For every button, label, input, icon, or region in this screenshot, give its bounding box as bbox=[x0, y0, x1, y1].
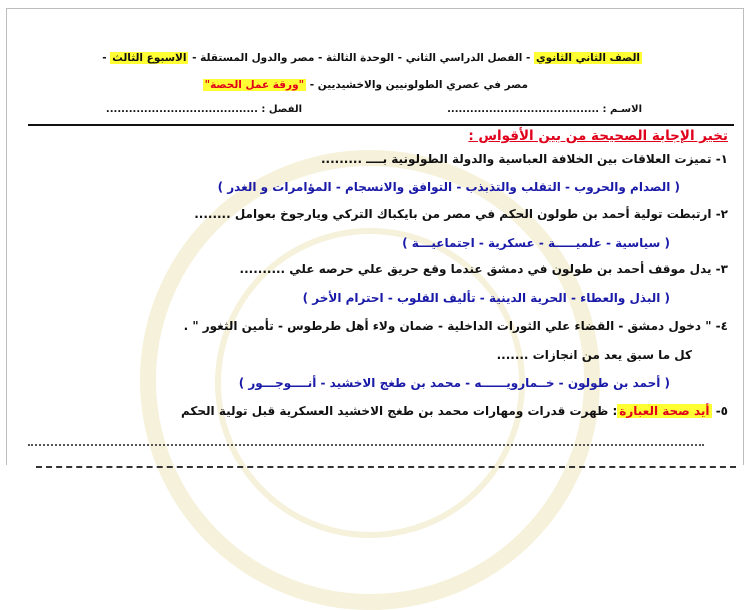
header-line-2 bbox=[203, 79, 528, 91]
section-title: تخير الإجابة الصحيحة من بين الأقواس : bbox=[468, 128, 728, 144]
question-3-options: ( البذل والعطاء - الحرية الدينية - تأليف القلوب - احترام الأخر ) bbox=[302, 291, 670, 305]
question-4-continuation: كل ما سبق يعد من انجازات ....... bbox=[496, 348, 692, 362]
student-class-field: الفصل : ........................................ bbox=[105, 104, 302, 115]
grade-label: الصف الثاني الثانوي bbox=[536, 52, 640, 64]
question-1: ١- تميزت العلاقات بين الخلافة العباسية والدولة الطولونية بــــ ......... bbox=[320, 152, 728, 166]
student-name-field: الاسـم : ........................................ bbox=[447, 104, 642, 115]
bottom-divider bbox=[36, 466, 736, 468]
question-1-options: ( الصدام والحروب - التقلب والتذبذب - التوافق والانسجام - المؤامرات و الغدر ) bbox=[217, 180, 680, 194]
question-5-label: أيد صحة العبارة bbox=[619, 404, 710, 418]
question-2: ٢- ارتبطت تولية أحمد بن طولون الحكم في مصر من بايكباك التركي ويارجوخ بعوامل ........ bbox=[194, 207, 728, 221]
header-divider bbox=[28, 124, 734, 126]
lesson-separator: - bbox=[306, 79, 318, 91]
answer-line bbox=[28, 444, 704, 446]
course-info: - الفصل الدراسي الثاني - الوحدة الثالثة - مصر والدول المستقلة - bbox=[188, 52, 535, 64]
question-4: ٤- " دخول دمشق - القضاء علي الثورات الداخلية - ضمان ولاء أهل طرطوس - تأمين الثغور " . bbox=[183, 319, 728, 333]
question-5 bbox=[181, 404, 728, 418]
week-label: الاسبوع الثالث bbox=[112, 52, 187, 64]
lesson-title: مصر في عصري الطولونيين والاخشيديين bbox=[317, 79, 528, 91]
week-tail: - bbox=[102, 52, 111, 64]
question-4-options: ( أحمد بن طولون - خــمارويــــــه - محمد بن طغج الاخشيد - أنــــوجـــور ) bbox=[238, 376, 670, 390]
sheet-label: "ورقة عمل الحصة" bbox=[204, 79, 305, 91]
header-line-1 bbox=[102, 52, 642, 64]
question-5-text: : ظهرت قدرات ومهارات محمد بن طغج الاخشيد العسكرية قبل تولية الحكم bbox=[181, 404, 618, 418]
question-2-options: ( سياسية - علميـــــة - عسكرية - اجتماعيـــة ) bbox=[402, 236, 670, 250]
question-3: ٣- يدل موقف أحمد بن طولون في دمشق عندما وقع حريق علي حرصه علي .......... bbox=[239, 262, 728, 276]
question-5-number: ٥- bbox=[715, 404, 728, 418]
